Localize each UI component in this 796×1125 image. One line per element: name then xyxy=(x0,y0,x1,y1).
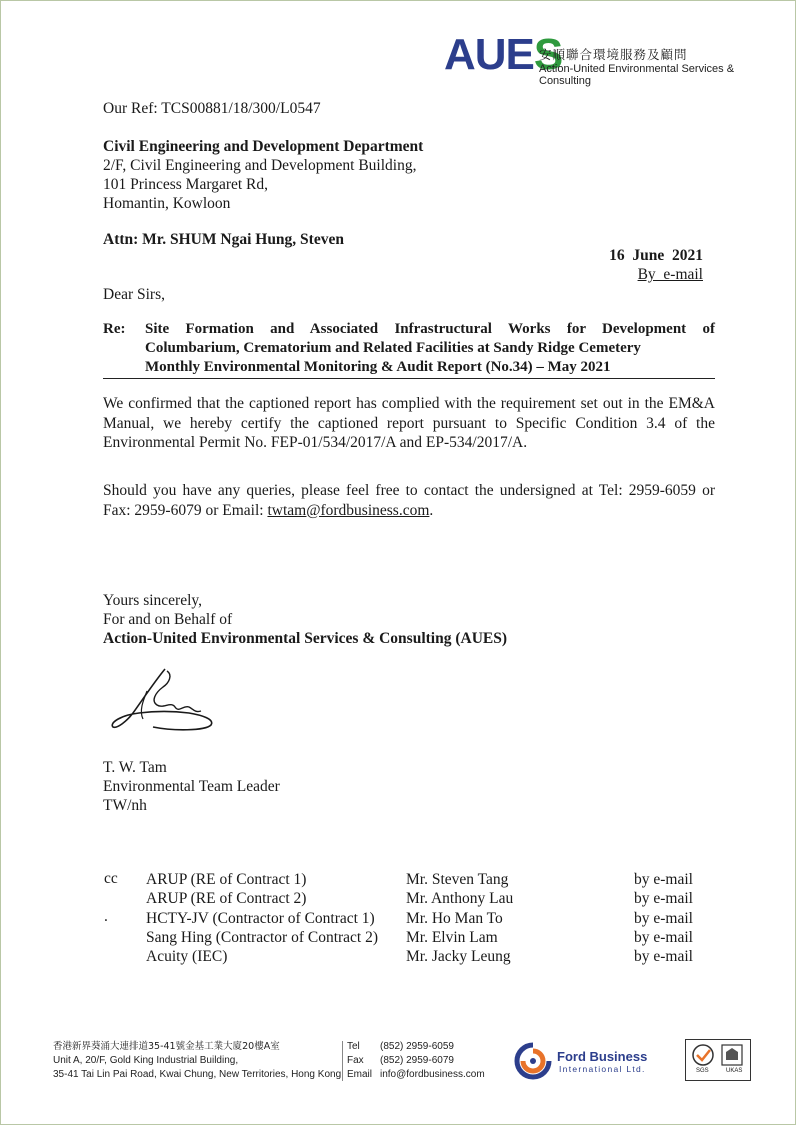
contact-key: Email xyxy=(347,1069,373,1080)
company-name-chinese: 安順聯合環境服務及顧問 xyxy=(539,47,688,62)
aues-logo-text: AUES xyxy=(444,30,563,79)
cc-method: by e-mail xyxy=(634,890,693,908)
ford-name: Ford Business xyxy=(557,1049,648,1064)
body-line: Manual, we hereby certify the captioned report pursuant to Specific Condition 3.4 of the xyxy=(103,414,715,432)
contact-key: Tel xyxy=(347,1041,360,1052)
closing-line: Yours sincerely, xyxy=(103,592,203,609)
signer-block xyxy=(103,758,280,815)
attention-line: Attn: Mr. SHUM Ngai Hung, Steven xyxy=(103,231,344,248)
ford-subtitle: International Ltd. xyxy=(559,1064,646,1074)
address-line: Homantin, Kowloon xyxy=(103,195,231,212)
signer-initials: TW/nh xyxy=(103,797,147,814)
company-name-english: Action-United Environmental Services & Consulting xyxy=(539,63,735,87)
body-line: Should you have any queries, please feel free to contact the undersigned at Tel: 2959-6059 or xyxy=(103,482,715,499)
footer-address-line: 35-41 Tai Lin Pai Road, Kwai Chung, New Territories, Hong Kong xyxy=(53,1069,342,1080)
signer-name: T. W. Tam xyxy=(103,759,167,776)
cc-person: Mr. Elvin Lam xyxy=(406,928,498,946)
footer-divider xyxy=(342,1041,343,1081)
cc-method: by e-mail xyxy=(634,871,693,888)
signer-title: Environmental Team Leader xyxy=(103,778,280,795)
subject-line: Columbarium, Crematorium and Related Facilities at Sandy Ridge Cemetery xyxy=(145,340,641,356)
delivery-method: By e-mail xyxy=(637,266,703,283)
aues-logo xyxy=(444,30,769,87)
salutation: Dear Sirs, xyxy=(103,286,165,303)
contact-value: (852) 2959-6059 xyxy=(380,1041,454,1052)
closing-line: For and on Behalf of xyxy=(103,611,233,628)
contact-value: (852) 2959-6079 xyxy=(380,1055,454,1066)
cc-organisation: ARUP (RE of Contract 2) xyxy=(146,890,307,908)
cc-organisation: ARUP (RE of Contract 1) xyxy=(146,871,307,888)
recipient-department: Civil Engineering and Development Department xyxy=(103,138,424,155)
footer-address-line: 香港新界葵涌大連排道35-41號金基工業大廈20樓A室 xyxy=(53,1041,280,1052)
certification-marks xyxy=(685,1039,751,1081)
body-paragraph-1 xyxy=(103,394,715,453)
footer-address xyxy=(53,1040,341,1082)
body-line: We confirmed that the captioned report has complied with the requirement set out in the EM&A xyxy=(103,395,715,412)
ford-business-logo xyxy=(513,1041,663,1081)
subject-label: Re: xyxy=(103,321,126,337)
body-text: Fax: 2959-6079 or Email: xyxy=(103,501,268,519)
body-line: Environmental Permit No. FEP-01/534/2017/A and EP-534/2017/A. xyxy=(103,434,528,451)
subject-line: Site Formation and Associated Infrastructural Works for Development of xyxy=(145,321,715,337)
footer-contact-tel xyxy=(347,1040,485,1054)
cc-organisation: HCTY-JV (Contractor of Contract 1) xyxy=(146,909,375,927)
cert-ukas-label: UKAS xyxy=(726,1068,743,1074)
body-text: . xyxy=(429,501,434,519)
cc-label: cc xyxy=(104,870,118,887)
footer-contact-email xyxy=(347,1068,485,1082)
cc-method: by e-mail xyxy=(634,928,693,946)
certification-icon xyxy=(686,1040,750,1070)
cert-sgs-label: SGS xyxy=(696,1068,709,1074)
cc-person: Mr. Ho Man To xyxy=(406,909,503,927)
handwritten-signature xyxy=(103,661,223,741)
cc-mark: . xyxy=(104,908,108,925)
cc-organisation: Sang Hing (Contractor of Contract 2) xyxy=(146,928,379,946)
cc-person: Mr. Anthony Lau xyxy=(406,890,514,908)
cc-organisation: Acuity (IEC) xyxy=(146,948,228,966)
address-line: 2/F, Civil Engineering and Development Building, xyxy=(103,157,417,174)
cc-person: Mr. Steven Tang xyxy=(406,871,509,888)
body-line xyxy=(103,501,715,521)
closing-block xyxy=(103,591,507,648)
ford-swirl-icon xyxy=(513,1041,553,1081)
cc-method: by e-mail xyxy=(634,909,693,927)
our-reference: Our Ref: TCS00881/18/300/L0547 xyxy=(103,100,321,117)
recipient-address xyxy=(103,137,423,213)
contact-value[interactable]: info@fordbusiness.com xyxy=(380,1069,485,1080)
subject-underline xyxy=(103,378,715,379)
date-block xyxy=(609,246,703,284)
contact-key: Fax xyxy=(347,1055,364,1066)
cc-person: Mr. Jacky Leung xyxy=(406,948,511,966)
subject-line: Monthly Environmental Monitoring & Audit Report (No.34) – May 2021 xyxy=(145,359,611,375)
closing-company: Action-United Environmental Services & Consulting (AUES) xyxy=(103,630,508,647)
footer-contact-fax xyxy=(347,1054,485,1068)
address-line: 101 Princess Margaret Rd, xyxy=(103,176,269,193)
cc-method: by e-mail xyxy=(634,948,693,966)
body-paragraph-2 xyxy=(103,481,715,520)
letter-date: 16 June 2021 xyxy=(609,247,703,264)
subject-text xyxy=(145,320,715,377)
footer-address-line: Unit A, 20/F, Gold King Industrial Building, xyxy=(53,1055,239,1066)
email-link[interactable]: twtam@fordbusiness.com xyxy=(267,501,430,519)
footer-contacts xyxy=(347,1040,485,1082)
